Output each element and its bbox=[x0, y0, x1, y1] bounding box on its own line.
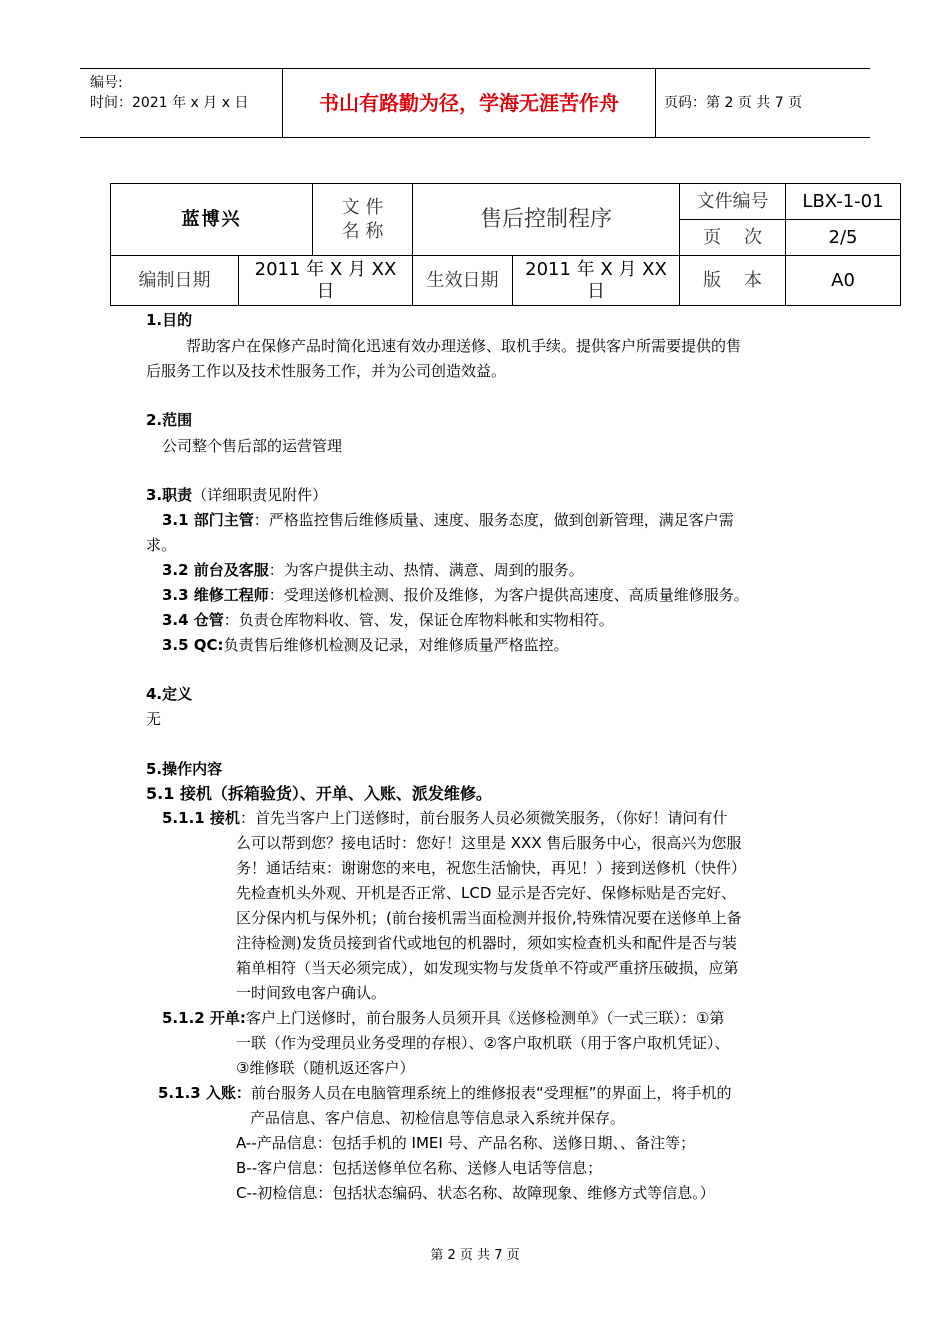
s511-line-3: 务！通话结束：谢谢您的来电，祝您生活愉快，再见！）接到送修机（快件） bbox=[236, 859, 747, 877]
section-2-title: 2.范围 bbox=[146, 411, 193, 429]
version-label: 版 本 bbox=[680, 256, 786, 306]
section-4-text: 无 bbox=[146, 710, 162, 728]
number-label: 编号: bbox=[90, 75, 123, 91]
company-name: 蓝博兴 bbox=[111, 184, 313, 256]
s32-label: 3.2 前台及客服 bbox=[162, 561, 269, 579]
file-name-label: 文 件 名 称 bbox=[313, 184, 413, 256]
page-label: 页 次 bbox=[680, 220, 786, 256]
section-5-title: 5.操作内容 bbox=[146, 760, 223, 778]
s511-line-1: ：首先当客户上门送修时，前台服务人员必须微笑服务，（你好！请问有什 bbox=[239, 809, 728, 827]
section-3-note: （详细职责见附件） bbox=[192, 486, 328, 504]
section-5-1-3 bbox=[158, 1081, 731, 1106]
s35-text: 负责售后维修机检测及记录，对维修质量严格监控。 bbox=[223, 636, 569, 654]
s31-text: ：严格监控售后维修质量、速度、服务态度，做到创新管理，满足客户需 bbox=[253, 511, 734, 529]
file-no-label: 文件编号 bbox=[680, 184, 786, 220]
s33-text: ：受理送修机检测、报价及维修，为客户提供高速度、高质量维修服务。 bbox=[268, 586, 749, 604]
s512-line-2: 一联（作为受理员业务受理的存根）、②客户取机联（用于客户取机凭证）、 bbox=[236, 1034, 730, 1052]
section-5-1-title: 5.1 接机（拆箱验货）、开单、入账、派发维修。 bbox=[146, 784, 492, 803]
s511-label: 5.1.1 接机 bbox=[162, 809, 240, 827]
section-3-heading bbox=[146, 483, 327, 508]
s33-label: 3.3 维修工程师 bbox=[162, 586, 269, 604]
header-slogan: 书山有路勤为径，学海无涯苦作舟 bbox=[283, 69, 656, 137]
s511-line-8: 一时间致电客户确认。 bbox=[236, 984, 387, 1002]
effective-date-label: 生效日期 bbox=[413, 256, 513, 306]
s34-text: ：负责仓库物料收、管、发，保证仓库物料帐和实物相符。 bbox=[223, 611, 614, 629]
section-2-text: 公司整个售后部的运营管理 bbox=[162, 437, 343, 455]
s513-label: 5.1.3 入账： bbox=[158, 1084, 251, 1102]
s511-line-7: 箱单相符（当天必须完成），如发现实物与发货单不符或严重挤压破损，应第 bbox=[236, 959, 739, 977]
section-3-4 bbox=[162, 608, 614, 633]
section-1-title: 1.目的 bbox=[146, 311, 193, 329]
section-3-title: 3.职责 bbox=[146, 486, 193, 504]
page-header bbox=[80, 68, 870, 138]
s31-label: 3.1 部门主管 bbox=[162, 511, 254, 529]
page-value: 2/5 bbox=[786, 220, 901, 256]
section-1-line-1: 帮助客户在保修产品时简化迅速有效办理送修、取机手续。提供客户所需要提供的售 bbox=[186, 337, 742, 355]
document-info-table bbox=[110, 183, 901, 306]
section-3-3 bbox=[162, 583, 749, 608]
s513-item-a: A--产品信息：包括手机的 IMEI 号、产品名称、送修日期、、备注等； bbox=[236, 1134, 696, 1152]
section-5-1-1 bbox=[162, 806, 727, 831]
section-4-title: 4.定义 bbox=[146, 685, 193, 703]
header-page-label: 页码：第 2 页 共 7 页 bbox=[664, 95, 803, 111]
s513-item-b: B--客户信息：包括送修单位名称、送修人电话等信息； bbox=[236, 1159, 603, 1177]
s511-line-2: 么可以帮到您？接电话时：您好！这里是 XXX 售后服务中心，很高兴为您服 bbox=[236, 834, 742, 852]
s512-line-3: ③维修联（随机返还客户） bbox=[236, 1059, 415, 1077]
file-no: LBX-1-01 bbox=[786, 184, 901, 220]
section-5-1-2 bbox=[162, 1006, 724, 1031]
effective-date: 2011 年 X 月 XX 日 bbox=[513, 256, 680, 306]
version: A0 bbox=[786, 256, 901, 306]
s31-text-cont: 求。 bbox=[146, 536, 177, 554]
s512-line-1: 客户上门送修时，前台服务人员须开具《送修检测单》（一式三联）：①第 bbox=[245, 1009, 725, 1027]
s511-line-5: 区分保内机与保外机；(前台接机需当面检测并报价,特殊情况要在送修单上备 bbox=[236, 909, 742, 927]
s35-label: 3.5 QC: bbox=[162, 636, 224, 654]
s511-line-6: 注待检测)发货员接到省代或地包的机器时，须如实检查机头和配件是否与装 bbox=[236, 934, 737, 952]
file-name: 售后控制程序 bbox=[413, 184, 680, 256]
s32-text: ：为客户提供主动、热情、满意、周到的服务。 bbox=[268, 561, 584, 579]
time-label: 时间：2021 年 x 月 x 日 bbox=[90, 95, 249, 111]
compile-date-label: 编制日期 bbox=[111, 256, 239, 306]
s512-label: 5.1.2 开单: bbox=[162, 1009, 246, 1027]
page-footer: 第 2 页 共 7 页 bbox=[430, 1248, 520, 1263]
section-1-line-2: 后服务工作以及技术性服务工作，并为公司创造效益。 bbox=[146, 362, 507, 380]
s34-label: 3.4 仓管 bbox=[162, 611, 224, 629]
s513-line-1: 前台服务人员在电脑管理系统上的维修报表“受理框”的界面上，将手机的 bbox=[250, 1084, 732, 1102]
s511-line-4: 先检查机头外观、开机是否正常、LCD 显示是否完好、保修标贴是否完好、 bbox=[236, 884, 737, 902]
section-3-5 bbox=[162, 633, 569, 658]
section-3-1 bbox=[162, 508, 734, 533]
section-3-2 bbox=[162, 558, 584, 583]
header-meta bbox=[80, 69, 283, 137]
compile-date: 2011 年 X 月 XX 日 bbox=[239, 256, 413, 306]
s513-item-c: C--初检信息：包括状态编码、状态名称、故障现象、维修方式等信息。） bbox=[236, 1184, 715, 1202]
s513-line-2: 产品信息、客户信息、初检信息等信息录入系统并保存。 bbox=[250, 1109, 626, 1127]
